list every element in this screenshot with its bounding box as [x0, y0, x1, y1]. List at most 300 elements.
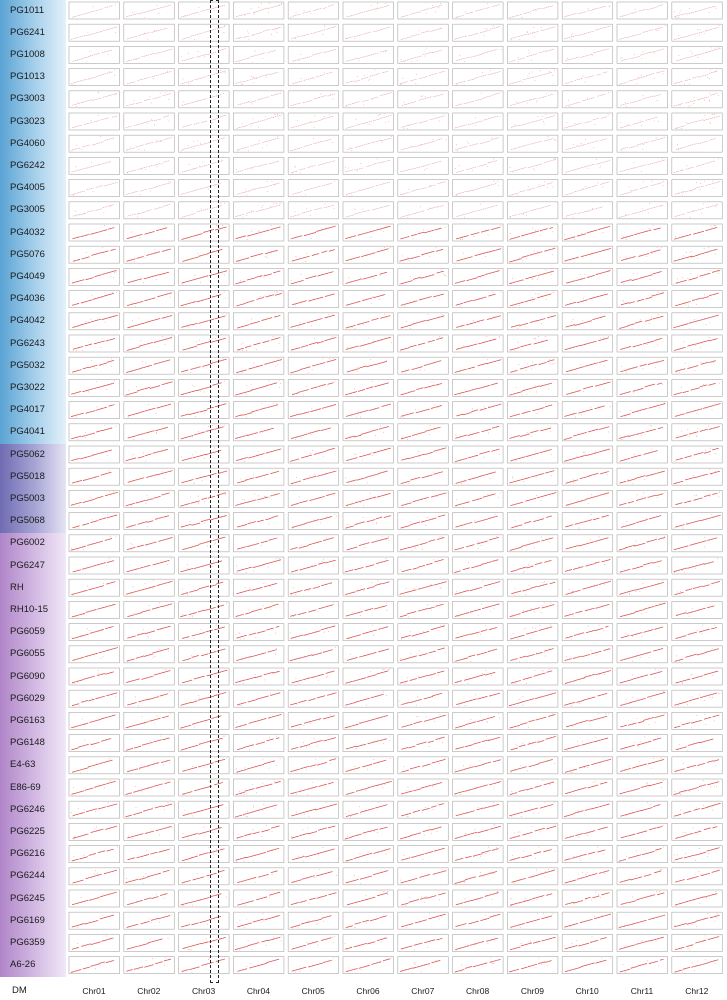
scatter-dot: [532, 71, 533, 72]
dotplot-panel: [398, 468, 449, 485]
scatter-dot: [105, 322, 106, 323]
dotplot-panel: [617, 446, 668, 463]
scatter-dot: [538, 336, 539, 337]
dotplot-panel: [398, 712, 449, 729]
scatter-dot: [715, 253, 716, 254]
scatter-dot: [400, 704, 401, 705]
scatter-dot: [245, 587, 246, 588]
scatter-dot: [552, 75, 553, 76]
scatter-dot: [654, 53, 655, 54]
scatter-dot: [533, 168, 534, 169]
scatter-dot: [386, 226, 387, 227]
dotplot-panel: [507, 379, 558, 396]
dotplot-panel: [672, 224, 723, 241]
scatter-dot: [718, 273, 719, 274]
dotplot-panel: [124, 379, 175, 396]
scatter-dot: [219, 516, 220, 517]
scatter-dot: [270, 609, 271, 610]
dotplot-panel: [672, 823, 723, 840]
scatter-dot: [518, 594, 519, 595]
scatter-dot: [181, 457, 182, 458]
dotplot-panel: [617, 579, 668, 596]
scatter-dot: [682, 195, 683, 196]
accession-label: PG6169: [10, 914, 45, 926]
dotplot-panel: [617, 735, 668, 752]
scatter-dot: [675, 236, 676, 237]
dotplot-panel: [233, 379, 284, 396]
scatter-dot: [709, 322, 710, 323]
dotplot-panel: [343, 735, 394, 752]
scatter-dot: [264, 296, 265, 297]
accession-label: PG5003: [10, 492, 45, 504]
scatter-dot: [700, 362, 701, 363]
scatter-dot: [706, 324, 707, 325]
dotplot-panel: [507, 246, 558, 263]
dotplot-panel: [288, 402, 339, 419]
scatter-dot: [441, 269, 442, 270]
scatter-dot: [694, 103, 695, 104]
dotplot-panel: [343, 557, 394, 574]
scatter-dot: [79, 505, 80, 506]
scatter-dot: [603, 630, 604, 631]
scatter-dot: [677, 591, 678, 592]
scatter-dot: [381, 516, 382, 517]
scatter-dot: [525, 878, 526, 879]
scatter-dot: [683, 191, 684, 192]
scatter-dot: [664, 536, 665, 537]
scatter-dot: [498, 185, 499, 186]
scatter-dot: [226, 314, 227, 315]
scatter-dot: [240, 280, 241, 281]
scatter-dot: [384, 669, 385, 670]
scatter-dot: [524, 571, 525, 572]
panel-frame: [453, 180, 504, 197]
dotplot-panel: [507, 601, 558, 618]
scatter-dot: [214, 854, 215, 855]
scatter-dot: [239, 705, 240, 706]
scatter-dot: [390, 247, 391, 248]
scatter-dot: [404, 306, 405, 307]
scatter-dot: [681, 431, 682, 432]
scatter-dot: [116, 292, 117, 293]
scatter-dot: [336, 875, 337, 876]
scatter-dot: [152, 232, 153, 233]
scatter-dot: [350, 816, 351, 817]
scatter-dot: [377, 580, 378, 581]
scatter-dot: [224, 25, 225, 26]
scatter-dot: [603, 854, 604, 855]
dotplot-panel: [124, 313, 175, 330]
scatter-dot: [626, 257, 627, 258]
scatter-dot: [258, 7, 259, 8]
scatter-dot: [251, 231, 252, 232]
dotplot-panel: [233, 291, 284, 308]
scatter-dot: [158, 13, 159, 14]
scatter-dot: [718, 47, 719, 48]
scatter-dot: [511, 461, 512, 462]
scatter-dot: [73, 415, 74, 416]
scatter-dot: [100, 347, 101, 348]
scatter-dot: [253, 368, 254, 369]
scatter-dot: [630, 549, 631, 550]
scatter-dot: [530, 638, 531, 639]
scatter-dot: [481, 604, 482, 605]
scatter-dot: [531, 60, 532, 61]
panel-frame: [562, 24, 613, 41]
dotplot-panel: [398, 846, 449, 863]
panel-frame: [507, 291, 558, 308]
scatter-dot: [675, 17, 676, 18]
scatter-dot: [704, 181, 705, 182]
scatter-dot: [303, 855, 304, 856]
scatter-dot: [534, 385, 535, 386]
panel-frame: [453, 513, 504, 530]
scatter-dot: [688, 589, 689, 590]
panel-frame: [288, 757, 339, 774]
scatter-dot: [683, 763, 684, 764]
scatter-dot: [136, 59, 137, 60]
scatter-dot: [146, 678, 147, 679]
panel-frame: [233, 446, 284, 463]
dotplot-panel: [288, 712, 339, 729]
scatter-dot: [714, 625, 715, 626]
scatter-dot: [247, 239, 248, 240]
scatter-dot: [217, 583, 218, 584]
scatter-dot: [635, 591, 636, 592]
scatter-dot: [541, 670, 542, 671]
scatter-dot: [145, 503, 146, 504]
scatter-dot: [422, 255, 423, 256]
scatter-dot: [276, 403, 277, 404]
dotplot-panel: [453, 246, 504, 263]
accession-label: PG6163: [10, 714, 45, 726]
scatter-dot: [652, 275, 653, 276]
scatter-dot: [409, 189, 410, 190]
scatter-dot: [354, 209, 355, 210]
scatter-dot: [300, 172, 301, 173]
dotplot-panel: [617, 113, 668, 130]
dotplot-panel: [124, 624, 175, 641]
scatter-dot: [533, 27, 534, 28]
scatter-dot: [223, 736, 224, 737]
scatter-dot: [414, 349, 415, 350]
scatter-dot: [424, 169, 425, 170]
dotplot-panel: [343, 690, 394, 707]
scatter-dot: [390, 758, 391, 759]
panel-frame: [233, 91, 284, 108]
scatter-dot: [150, 740, 151, 741]
scatter-dot: [84, 724, 85, 725]
dotplot-panel: [69, 868, 120, 885]
scatter-dot: [580, 274, 581, 275]
scatter-dot: [73, 350, 74, 351]
scatter-dot: [661, 206, 662, 207]
scatter-dot: [462, 239, 463, 240]
scatter-dot: [687, 278, 688, 279]
dotplot-panel: [179, 712, 230, 729]
scatter-dot: [290, 632, 291, 633]
scatter-dot: [298, 856, 299, 857]
scatter-dot: [306, 386, 307, 387]
scatter-dot: [656, 138, 657, 139]
scatter-dot: [551, 693, 552, 694]
scatter-dot: [513, 477, 514, 478]
dotplot-panel: [179, 357, 230, 374]
scatter-dot: [194, 39, 195, 40]
scatter-dot: [702, 653, 703, 654]
scatter-dot: [384, 314, 385, 315]
scatter-dot: [334, 381, 335, 382]
scatter-dot: [296, 811, 297, 812]
scatter-dot: [198, 496, 199, 497]
scatter-dot: [542, 116, 543, 117]
scatter-dot: [485, 625, 486, 626]
scatter-dot: [552, 713, 553, 714]
scatter-dot: [697, 428, 698, 429]
dotplot-panel: [507, 157, 558, 174]
dotplot-panel: [562, 490, 613, 507]
dotplot-panel: [562, 313, 613, 330]
scatter-dot: [193, 141, 194, 142]
scatter-dot: [518, 726, 519, 727]
scatter-dot: [156, 433, 157, 434]
scatter-dot: [386, 854, 387, 855]
scatter-dot: [659, 408, 660, 409]
dotplot-panel: [453, 646, 504, 663]
scatter-dot: [246, 394, 247, 395]
panel-frame: [617, 579, 668, 596]
panel-frame: [69, 379, 120, 396]
scatter-dot: [190, 521, 191, 522]
scatter-dot: [440, 3, 441, 4]
scatter-dot: [236, 565, 237, 566]
scatter-dot: [598, 804, 599, 805]
scatter-dot: [391, 342, 392, 343]
scatter-dot: [236, 616, 237, 617]
scatter-dot: [459, 165, 460, 166]
dotplot-panel: [343, 202, 394, 219]
dotplot-panel: [288, 46, 339, 63]
panel-frame: [288, 646, 339, 663]
panel-frame: [288, 823, 339, 840]
scatter-dot: [210, 546, 211, 547]
scatter-dot: [494, 181, 495, 182]
scatter-dot: [521, 17, 522, 18]
dotplot-panel: [288, 513, 339, 530]
scatter-dot: [252, 169, 253, 170]
dotplot-panel: [179, 313, 230, 330]
scatter-dot: [515, 460, 516, 461]
scatter-dot: [242, 84, 243, 85]
scatter-dot: [199, 166, 200, 167]
dotplot-panel: [507, 202, 558, 219]
scatter-dot: [610, 269, 611, 270]
scatter-dot: [309, 475, 310, 476]
scatter-dot: [367, 769, 368, 770]
scatter-dot: [87, 586, 88, 587]
scatter-dot: [571, 705, 572, 706]
scatter-dot: [190, 372, 191, 373]
scatter-dot: [94, 828, 95, 829]
scatter-dot: [639, 761, 640, 762]
dotplot-panel: [233, 69, 284, 86]
scatter-dot: [159, 834, 160, 835]
scatter-dot: [691, 349, 692, 350]
scatter-dot: [440, 587, 441, 588]
scatter-dot: [269, 762, 270, 763]
panel-frame: [179, 823, 230, 840]
scatter-dot: [634, 162, 635, 163]
scatter-dot: [336, 516, 337, 517]
scatter-dot: [386, 539, 387, 540]
scatter-dot: [697, 29, 698, 30]
scatter-dot: [360, 615, 361, 616]
scatter-dot: [701, 633, 702, 634]
dotplot-panel: [69, 535, 120, 552]
scatter-dot: [610, 406, 611, 407]
dotplot-panel: [672, 513, 723, 530]
scatter-dot: [248, 33, 249, 34]
scatter-dot: [689, 252, 690, 253]
scatter-dot: [680, 810, 681, 811]
scatter-dot: [569, 106, 570, 107]
scatter-dot: [136, 386, 137, 387]
scatter-dot: [290, 239, 291, 240]
scatter-dot: [200, 282, 201, 283]
scatter-dot: [427, 314, 428, 315]
dotplot-panel: [69, 823, 120, 840]
scatter-dot: [153, 78, 154, 79]
scatter-dot: [542, 780, 543, 781]
scatter-dot: [637, 146, 638, 147]
scatter-dot: [550, 431, 551, 432]
scatter-dot: [657, 100, 658, 101]
panel-frame: [453, 91, 504, 108]
scatter-dot: [665, 25, 666, 26]
scatter-dot: [437, 831, 438, 832]
dotplot-panel: [453, 180, 504, 197]
scatter-dot: [386, 558, 387, 559]
scatter-dot: [372, 99, 373, 100]
scatter-dot: [529, 73, 530, 74]
dotplot-panel: [453, 113, 504, 130]
scatter-dot: [160, 736, 161, 737]
scatter-dot: [214, 181, 215, 182]
accession-label: RH: [10, 581, 24, 593]
scatter-dot: [244, 861, 245, 862]
scatter-dot: [627, 634, 628, 635]
scatter-dot: [197, 140, 198, 141]
panel-frame: [453, 157, 504, 174]
dotplot-panel: [124, 135, 175, 152]
scatter-dot: [463, 253, 464, 254]
scatter-dot: [93, 144, 94, 145]
scatter-dot: [347, 505, 348, 506]
scatter-dot: [429, 256, 430, 257]
scatter-dot: [217, 782, 218, 783]
scatter-dot: [335, 560, 336, 561]
scatter-dot: [606, 627, 607, 628]
dotplot-panel: [288, 868, 339, 885]
scatter-dot: [527, 103, 528, 104]
scatter-dot: [148, 766, 149, 767]
scatter-dot: [239, 633, 240, 634]
scatter-dot: [189, 616, 190, 617]
scatter-dot: [480, 831, 481, 832]
scatter-dot: [689, 217, 690, 218]
scatter-dot: [386, 695, 387, 696]
scatter-dot: [623, 283, 624, 284]
scatter-dot: [523, 610, 524, 611]
scatter-dot: [704, 248, 705, 249]
scatter-dot: [154, 723, 155, 724]
scatter-dot: [212, 566, 213, 567]
scatter-dot: [320, 523, 321, 524]
scatter-dot: [352, 327, 353, 328]
dotplot-panel: [562, 690, 613, 707]
scatter-dot: [244, 126, 245, 127]
scatter-dot: [533, 338, 534, 339]
scatter-dot: [692, 251, 693, 252]
scatter-dot: [380, 851, 381, 852]
dotplot-panel: [179, 135, 230, 152]
scatter-dot: [555, 158, 556, 159]
scatter-dot: [358, 412, 359, 413]
scatter-dot: [198, 431, 199, 432]
scatter-dot: [566, 217, 567, 218]
scatter-dot: [377, 8, 378, 9]
dotplot-panel: [69, 2, 120, 19]
scatter-dot: [114, 380, 115, 381]
scatter-dot: [511, 772, 512, 773]
scatter-dot: [379, 299, 380, 300]
scatter-dot: [516, 387, 517, 388]
panel-frame: [288, 224, 339, 241]
scatter-dot: [251, 210, 252, 211]
panel-frame: [233, 624, 284, 641]
scatter-dot: [319, 869, 320, 870]
scatter-dot: [575, 417, 576, 418]
scatter-dot: [571, 35, 572, 36]
dotplot-panel: [617, 246, 668, 263]
scatter-dot: [480, 634, 481, 635]
dotplot-panel: [507, 579, 558, 596]
scatter-dot: [646, 612, 647, 613]
dotplot-panel: [453, 712, 504, 729]
scatter-dot: [478, 807, 479, 808]
scatter-dot: [144, 33, 145, 34]
scatter-dot: [269, 3, 270, 4]
scatter-dot: [166, 737, 167, 738]
scatter-dot: [71, 812, 72, 813]
scatter-dot: [538, 413, 539, 414]
scatter-dot: [322, 34, 323, 35]
scatter-dot: [535, 338, 536, 339]
scatter-dot: [188, 53, 189, 54]
scatter-dot: [488, 847, 489, 848]
dotplot-panel: [398, 646, 449, 663]
scatter-dot: [350, 147, 351, 148]
scatter-dot: [181, 150, 182, 151]
scatter-dot: [684, 341, 685, 342]
panel-frame: [343, 557, 394, 574]
scatter-dot: [241, 705, 242, 706]
scatter-dot: [145, 362, 146, 363]
scatter-dot: [527, 75, 528, 76]
scatter-dot: [102, 247, 103, 248]
scatter-dot: [482, 72, 483, 73]
scatter-dot: [647, 802, 648, 803]
